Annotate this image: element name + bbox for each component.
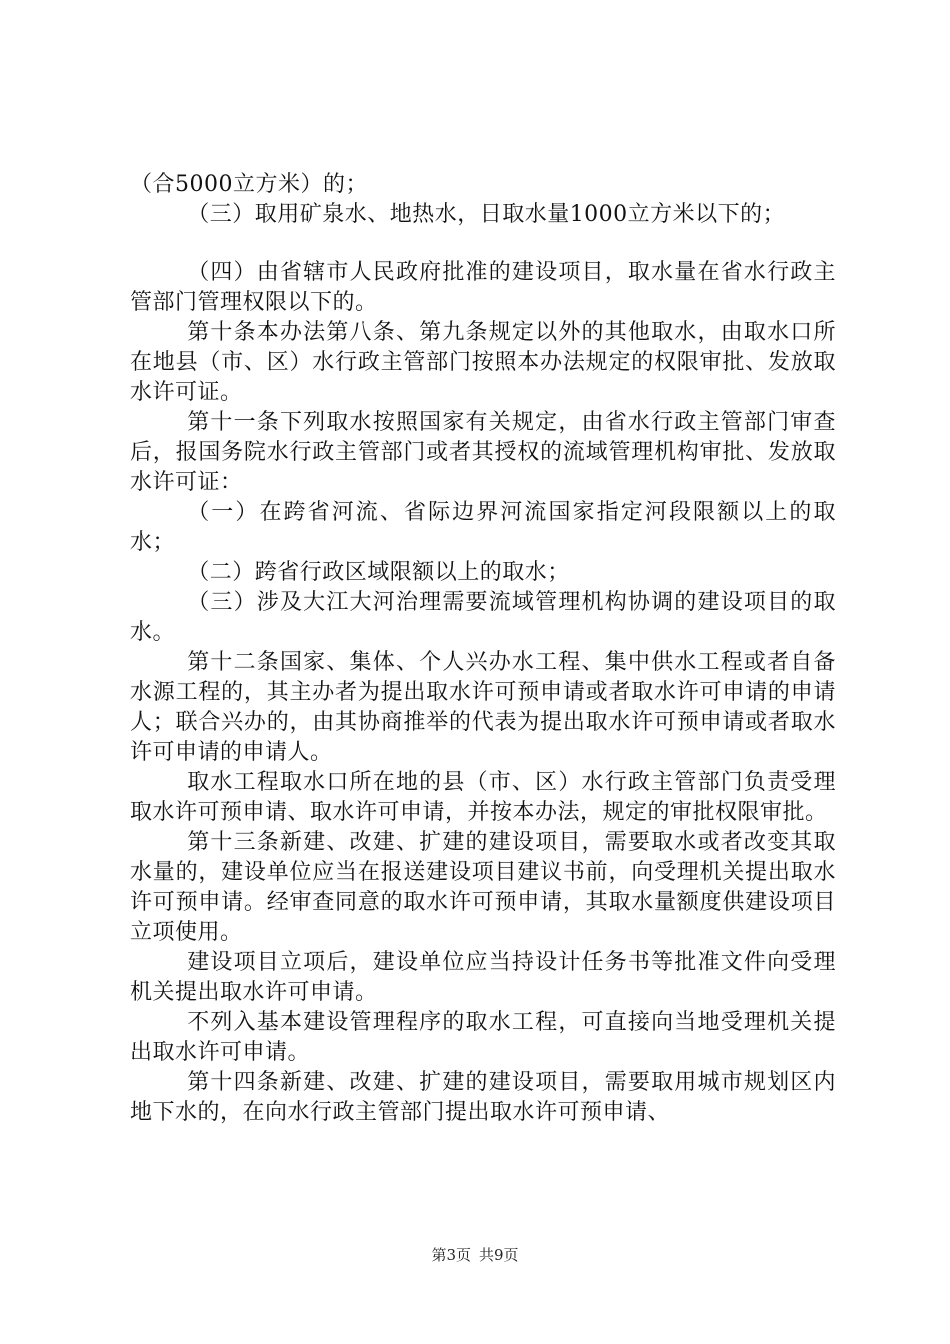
paragraph-continuation: （合5000立方米）的； — [130, 172, 368, 197]
paragraph-article-12: 第十二条国家、集体、个人兴办水工程、集中供水工程或者自备水源工程的，其主办者为提出取水许可预申请或者取水许可申请的申请人；联合兴办的，由其协商推举的代表为提出取水许可预申请或者取水许可申请的申请人。 — [130, 650, 836, 765]
page-total: 共9页 — [479, 1246, 519, 1264]
paragraph-item-3: （三）取用矿泉水、地热水，日取水量1000立方米以下的； — [187, 202, 786, 227]
paragraph-article-12-part-2: 取水工程取水口所在地的县（市、区）水行政主管部门负责受理取水许可预申请、取水许可申请，并按本办法，规定的审批权限审批。 — [130, 770, 836, 825]
paragraph-article-13-part-2: 建设项目立项后，建设单位应当持设计任务书等批准文件向受理机关提出取水许可申请。 — [130, 950, 836, 1005]
paragraph-article-13-part-3: 不列入基本建设管理程序的取水工程，可直接向当地受理机关提出取水许可申请。 — [130, 1010, 836, 1065]
paragraph-article-10: 第十条本办法第八条、第九条规定以外的其他取水，由取水口所在地县（市、区）水行政主管部门按照本办法规定的权限审批、发放取水许可证。 — [130, 320, 836, 405]
paragraph-article-11-item-1: （一）在跨省河流、省际边界河流国家指定河段限额以上的取水； — [130, 500, 836, 555]
page-number: 第3页 — [431, 1246, 471, 1264]
paragraph-article-13: 第十三条新建、改建、扩建的建设项目，需要取水或者改变其取水量的，建设单位应当在报送建设项目建议书前，向受理机关提出取水许可预申请。经审查同意的取水许可预申请，其取水量额度供建设项目立项使用。 — [130, 830, 836, 945]
paragraph-item-4: （四）由省辖市人民政府批准的建设项目，取水量在省水行政主管部门管理权限以下的。 — [130, 260, 836, 315]
document-body — [130, 170, 836, 1128]
paragraph-article-11-item-3: （三）涉及大江大河治理需要流域管理机构协调的建设项目的取水。 — [130, 590, 836, 645]
page-footer — [0, 1244, 950, 1265]
paragraph-article-14: 第十四条新建、改建、扩建的建设项目，需要取用城市规划区内地下水的，在向水行政主管部门提出取水许可预申请、 — [130, 1070, 836, 1125]
paragraph-article-11: 第十一条下列取水按照国家有关规定，由省水行政主管部门审查后，报国务院水行政主管部门或者其授权的流域管理机构审批、发放取水许可证： — [130, 410, 836, 495]
paragraph-gap — [130, 230, 836, 258]
paragraph-article-11-item-2: （二）跨省行政区域限额以上的取水； — [187, 560, 570, 585]
